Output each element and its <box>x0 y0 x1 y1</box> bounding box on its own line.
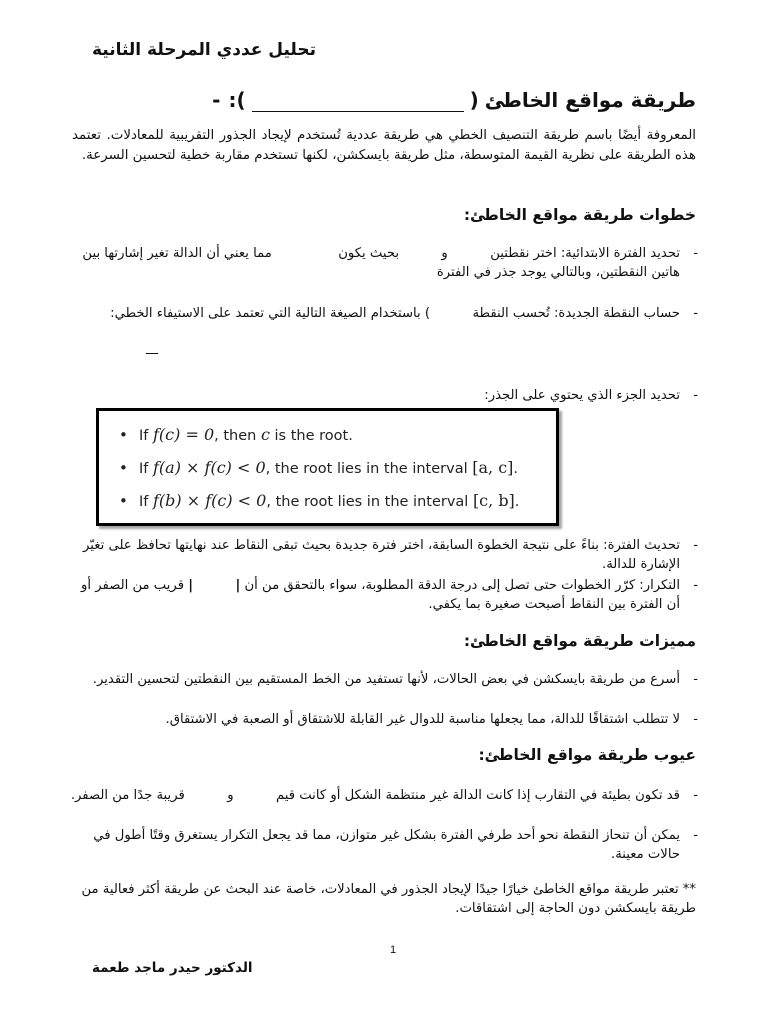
document-title: تحليل عددي المرحلة الثانية <box>91 40 316 60</box>
section-title <box>212 88 696 112</box>
bullet-dash: - <box>693 306 698 321</box>
page-number: 1 <box>390 944 397 956</box>
condition-item: • If f(b) × f(c) < 0, the root lies in the interval [c, b]. <box>99 485 556 518</box>
bullet-dash: - <box>693 788 698 803</box>
bullet-dash: - <box>693 828 698 843</box>
closing-note: ** تعتبر طريقة مواقع الخاطئ خيارًا جيدًا لإيجاد الجذور في المعادلات، خاصة عند البحث عن طريقة أكثر فعالية من طريقة بايسكشن دون الحاجة إلى اشتقاقات. <box>81 882 696 916</box>
section-title-blank <box>252 93 464 112</box>
bullet-dash: - <box>693 538 698 553</box>
bullet-dash: - <box>693 578 698 593</box>
step-1-part-d: مما يعني أن الدالة تغير إشارتها بين هاتين النقطتين، وبالتالي يوجد جذر في الفترة <box>82 246 680 280</box>
condition-item: • If f(c) = 0, then c is the root. <box>99 419 556 452</box>
steps-heading: خطوات طريقة مواقع الخاطئ: <box>463 206 696 224</box>
abs-bar-open: | <box>235 578 241 593</box>
disadvantages-heading: عيوب طريقة مواقع الخاطئ: <box>478 746 696 764</box>
step-1-part-c: بحيث يكون <box>338 246 400 261</box>
conditions-box <box>96 408 559 526</box>
step-5 <box>66 576 696 614</box>
section-title-open-paren: ( <box>469 88 479 112</box>
step-5-part-b: قريب من الصفر أو أن الفترة بين النقاط أصبحت صغيرة بما يكفي. <box>81 578 680 612</box>
step-4 <box>66 536 696 574</box>
bullet-dash: - <box>693 246 698 261</box>
step-1 <box>66 244 696 282</box>
advantages-heading: مميزات طريقة مواقع الخاطئ: <box>463 632 696 650</box>
step-4-text: تحديث الفترة: بناءً على نتيجة الخطوة السابقة، اختر فترة جديدة بحيث تبقى النقاط عند نهايتها تحافظ على تغيّر الإشارة للدالة. <box>82 538 680 572</box>
section-title-main: طريقة مواقع الخاطئ <box>484 88 696 112</box>
bullet-dash: - <box>693 712 698 727</box>
intro-paragraph: المعروفة أيضًا باسم طريقة التنصيف الخطي هي طريقة عددية تُستخدم لإيجاد الجذور التقريبية للمعادلات. تعتمد هذه الطريقة على نظرية القيمة المتوسطة، مثل طريقة بايسكشن، لكنها تستخدم مقاربة خطية لتحسين السرعة. <box>72 128 696 163</box>
step-1-part-a: تحديد الفترة الابتدائية: اختر نقطتين <box>490 246 680 261</box>
bullet-dash: - <box>693 672 698 687</box>
abs-bar-close: | <box>188 578 194 593</box>
section-title-suffix: ): <box>228 88 246 112</box>
condition-item: • If f(a) × f(c) < 0, the root lies in the interval [a, c]. <box>99 452 556 485</box>
advantage-item: - لا تتطلب اشتقاقًا للدالة، مما يجعلها مناسبة للدوال غير القابلة للاشتقاق أو الصعبة في الاشتقاق. <box>165 712 698 727</box>
section-title-dash: - <box>212 88 221 112</box>
step-3 <box>66 386 696 405</box>
step-5-part-a: التكرار: كرّر الخطوات حتى تصل إلى درجة الدقة المطلوبة، سواء بالتحقق من أن <box>244 578 680 593</box>
formula-placeholder-line <box>146 353 158 354</box>
step-1-part-b: و <box>441 246 448 261</box>
step-2 <box>66 304 696 323</box>
step-2-part-a: حساب النقطة الجديدة: تُحسب النقطة <box>472 306 680 321</box>
disadvantage-item: - يمكن أن تنحاز النقطة نحو أحد طرفي الفترة بشكل غير متوازن، مما قد يجعل التكرار يستغرق وقتًا أطول في حالات معينة. <box>93 828 698 862</box>
bullet-dash: - <box>693 388 698 403</box>
step-2-part-b: ) باستخدام الصيغة التالية التي تعتمد على الاستيفاء الخطي: <box>110 306 431 321</box>
step-3-text: تحديد الجزء الذي يحتوي على الجذر: <box>484 388 680 403</box>
disadvantage-item: - قد تكون بطيئة في التقارب إذا كانت الدالة غير منتظمة الشكل أو كانت قيم و قريبة جدًا من الصفر. <box>70 788 698 803</box>
author-name: الدكتور حيدر ماجد طعمة <box>92 960 253 976</box>
advantage-item: - أسرع من طريقة بايسكشن في بعض الحالات، لأنها تستفيد من الخط المستقيم بين النقطتين لتحسين التقدير. <box>92 672 698 687</box>
